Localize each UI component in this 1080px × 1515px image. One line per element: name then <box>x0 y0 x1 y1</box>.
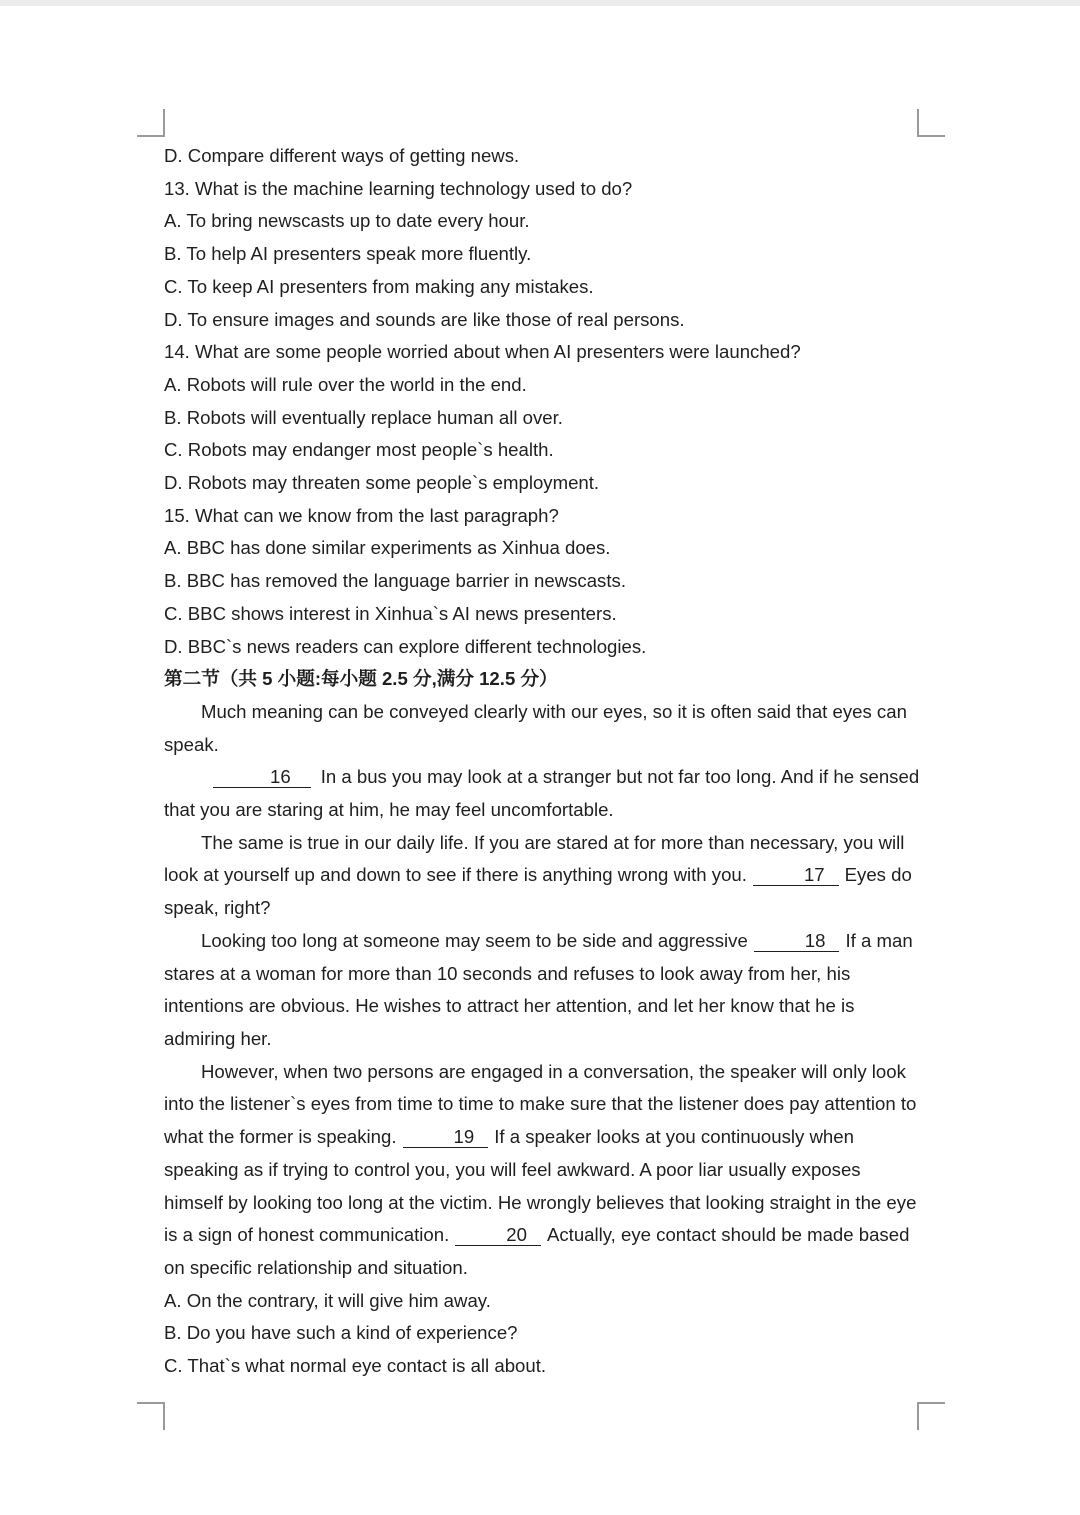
blank-17[interactable]: 17 <box>753 865 839 886</box>
blank-18[interactable]: 18 <box>754 931 840 952</box>
q12-option-d: D. Compare different ways of getting news. <box>164 145 520 166</box>
document-body <box>164 140 924 1383</box>
q14-option-c: C. Robots may endanger most people`s health. <box>164 439 554 461</box>
q13-question: 13. What is the machine learning technology used to do? <box>164 177 633 199</box>
answer-option-b: B. Do you have such a kind of experience? <box>164 1322 518 1344</box>
paragraph-2-text: In a bus you may look at a stranger but not far too long. And if he sensed that you are staring at him, he may feel uncomfortable. <box>164 766 920 821</box>
passage-paragraph-3 <box>164 827 924 925</box>
paragraph-5-text-c: Actually, eye contact should be made based on specific relationship and situation. <box>164 1224 910 1278</box>
paragraph-3-text-a: The same is true in our daily life. If you are stared at for more than necessary, you will look at yourself up and down to see if there is anything wrong with you. <box>164 831 905 886</box>
paragraph-5-text-b: If a speaker looks at you continuously when speaking as if trying to control you, you will feel awkward. A poor liar usually exposes himself by looking too long at the victim. He wrongly believes that looking straight in the eye is a sign of honest communication. <box>164 1126 917 1246</box>
crop-mark-bottom-left <box>137 1402 165 1430</box>
q15-option-a: A. BBC has done similar experiments as Xinhua does. <box>164 537 611 559</box>
q15-option-b: B. BBC has removed the language barrier in newscasts. <box>164 570 626 592</box>
q14-option-a: A. Robots will rule over the world in the end. <box>164 373 527 395</box>
crop-mark-top-left <box>137 109 165 137</box>
answer-option-a: A. On the contrary, it will give him away. <box>164 1289 491 1311</box>
passage-paragraph-4 <box>164 925 924 1056</box>
crop-mark-bottom-right <box>917 1402 945 1430</box>
q14-question: 14. What are some people worried about when AI presenters were launched? <box>164 341 801 363</box>
q13-option-b: B. To help AI presenters speak more fluently. <box>164 243 532 265</box>
q15-option-d: D. BBC`s news readers can explore different technologies. <box>164 635 647 657</box>
q14-option-d: D. Robots may threaten some people`s employment. <box>164 472 600 494</box>
q14-option-b: B. Robots will eventually replace human all over. <box>164 406 563 428</box>
paragraph-5-text-a: However, when two persons are engaged in a conversation, the speaker will only look into the listener`s eyes from time to time to make sure that the listener does pay attention to what the former is speaking. <box>164 1060 917 1148</box>
blank-19[interactable]: 19 <box>403 1127 489 1148</box>
section-heading: 第二节（共 5 小题:每小题 2.5 分,满分 12.5 分） <box>164 668 558 690</box>
top-edge-strip <box>0 0 1080 6</box>
blank-16[interactable]: 16 <box>213 767 311 788</box>
q15-question: 15. What can we know from the last paragraph? <box>164 504 559 526</box>
q13-option-d: D. To ensure images and sounds are like those of real persons. <box>164 308 685 330</box>
paragraph-3-text-b: Eyes do speak, right? <box>164 864 912 919</box>
crop-mark-top-right <box>917 109 945 137</box>
passage-paragraph-1: Much meaning can be conveyed clearly with our eyes, so it is often said that eyes can speak. <box>164 700 907 755</box>
q15-option-c: C. BBC shows interest in Xinhua`s AI news presenters. <box>164 602 617 624</box>
q13-option-c: C. To keep AI presenters from making any mistakes. <box>164 275 594 297</box>
answer-option-c: C. That`s what normal eye contact is all about. <box>164 1355 547 1377</box>
q13-option-a: A. To bring newscasts up to date every hour. <box>164 210 530 232</box>
paragraph-4-text-a: Looking too long at someone may seem to be side and aggressive <box>201 929 748 951</box>
passage-paragraph-2 <box>164 761 924 826</box>
paragraph-4-text-b: If a man stares at a woman for more than 10 seconds and refuses to look away from her, his intentions are obvious. He wishes to attract her attention, and let her know that he is admiring her. <box>164 929 913 1049</box>
blank-20[interactable]: 20 <box>455 1225 541 1246</box>
passage-paragraph-5 <box>164 1056 924 1285</box>
